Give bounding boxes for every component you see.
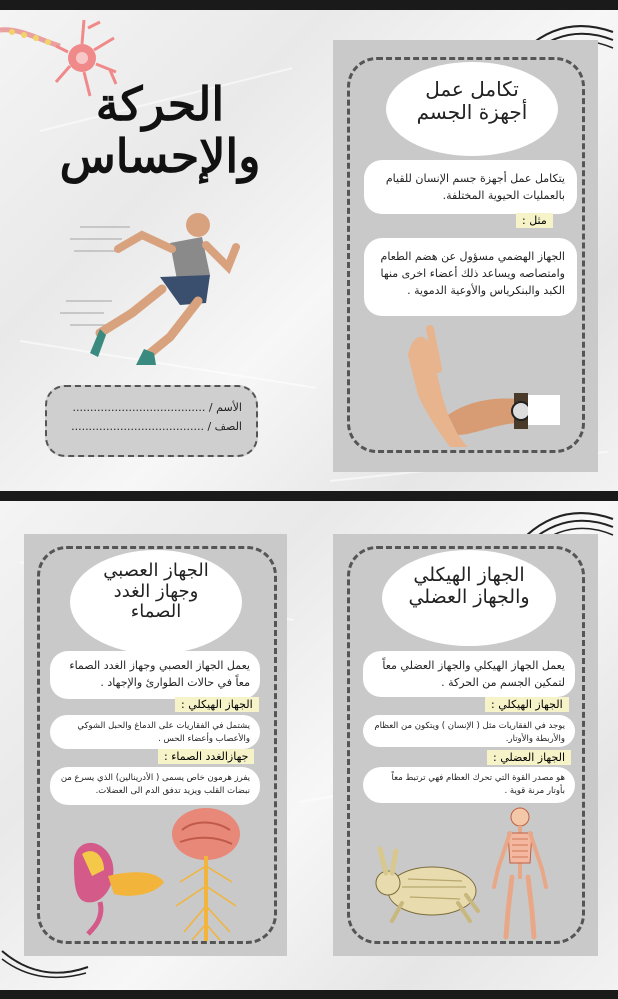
cover-page: [0, 10, 618, 491]
skeletal-text: يوجد في الفقاريات مثل ( الإنسان ) ويتكون من العظام والأربطة والأوتار.: [374, 721, 565, 744]
nervous-label: الجهاز الهيكلي :: [175, 697, 259, 712]
nervous-title-line2: وجهاز الغدد: [113, 580, 199, 602]
nervous-intro-box: [50, 651, 260, 699]
cover-title: [40, 77, 280, 184]
integration-intro: يتكامل عمل أجهزة جسم الإنسان للقيام بالعمليات الحيوية المختلفة.: [385, 172, 565, 203]
nervous-text: يشتمل في الفقاريات على الدماغ والحبل الشوكي والأعصاب وأعضاء الحس .: [77, 721, 250, 744]
nervous-title: [76, 561, 236, 623]
skeleton-rabbit-illustration: [362, 803, 562, 943]
class-field[interactable]: ......................................: [71, 420, 204, 433]
nervous-intro: يعمل الجهاز العصبي وجهاز الغدد الصماء معاً في حالات الطوارئ والإجهاد .: [69, 659, 250, 690]
name-label: الأسم /: [208, 401, 242, 414]
nervous-title-line3: الصماء: [130, 601, 182, 623]
skeletal-intro: يعمل الجهاز الهيكلي والجهاز العضلي معاً لتمكين الجسم من الحركة .: [382, 659, 565, 690]
runner-illustration: [60, 205, 250, 375]
class-row[interactable]: [61, 420, 242, 433]
example-label: مثل :: [516, 213, 553, 228]
integration-intro-box: [364, 160, 577, 214]
endocrine-box: [50, 767, 260, 805]
systems-page: [0, 501, 618, 990]
skeletal-box: [363, 715, 575, 747]
muscular-box: [363, 767, 575, 803]
example-box: [364, 238, 577, 316]
class-label: الصف /: [207, 420, 242, 433]
endocrine-label: جهازالغدد الصماء :: [158, 749, 254, 764]
muscular-label: الجهاز العضلي :: [487, 750, 571, 765]
endocrine-text: يفرز هرمون خاص يسمى ( الأدرينالين) الذي يسرع من نبضات القلب ويزيد تدفق الدم الى العضلات.: [60, 773, 250, 796]
muscular-text: هو مصدر القوة التي تحرك العظام فهي ترتبط معاً بأوتار مرنة قوية .: [391, 773, 565, 796]
skeletal-title-line1: الجهاز الهيكلي: [413, 564, 525, 586]
skeletal-title-line2: والجهاز العضلي: [408, 585, 530, 608]
cover-title-line1: الحركة: [95, 77, 225, 131]
brain-kidney-illustration: [64, 806, 264, 941]
skeletal-label: الجهاز الهيكلي :: [485, 697, 569, 712]
skeletal-intro-box: [363, 651, 575, 697]
name-field[interactable]: ......................................: [72, 401, 206, 414]
pulse-check-illustration: [398, 325, 563, 450]
integration-title-line2: أجهزة الجسم: [416, 100, 528, 124]
name-row[interactable]: [61, 401, 242, 414]
student-info-box: [45, 385, 258, 457]
integration-title: [392, 78, 552, 124]
integration-title-line1: تكامل عمل: [425, 77, 519, 101]
nervous-title-line1: الجهاز العصبي: [103, 560, 209, 581]
example-text: الجهاز الهضمي مسؤول عن هضم الطعام وامتصاصه ويساعد ذلك أعضاء اخرى منها الكبد والبنكرياس والأوعية الدموية .: [380, 250, 565, 298]
nervous-box: [50, 715, 260, 749]
cover-title-line2: والإحساس: [59, 129, 261, 184]
skeletal-title: [388, 565, 550, 609]
